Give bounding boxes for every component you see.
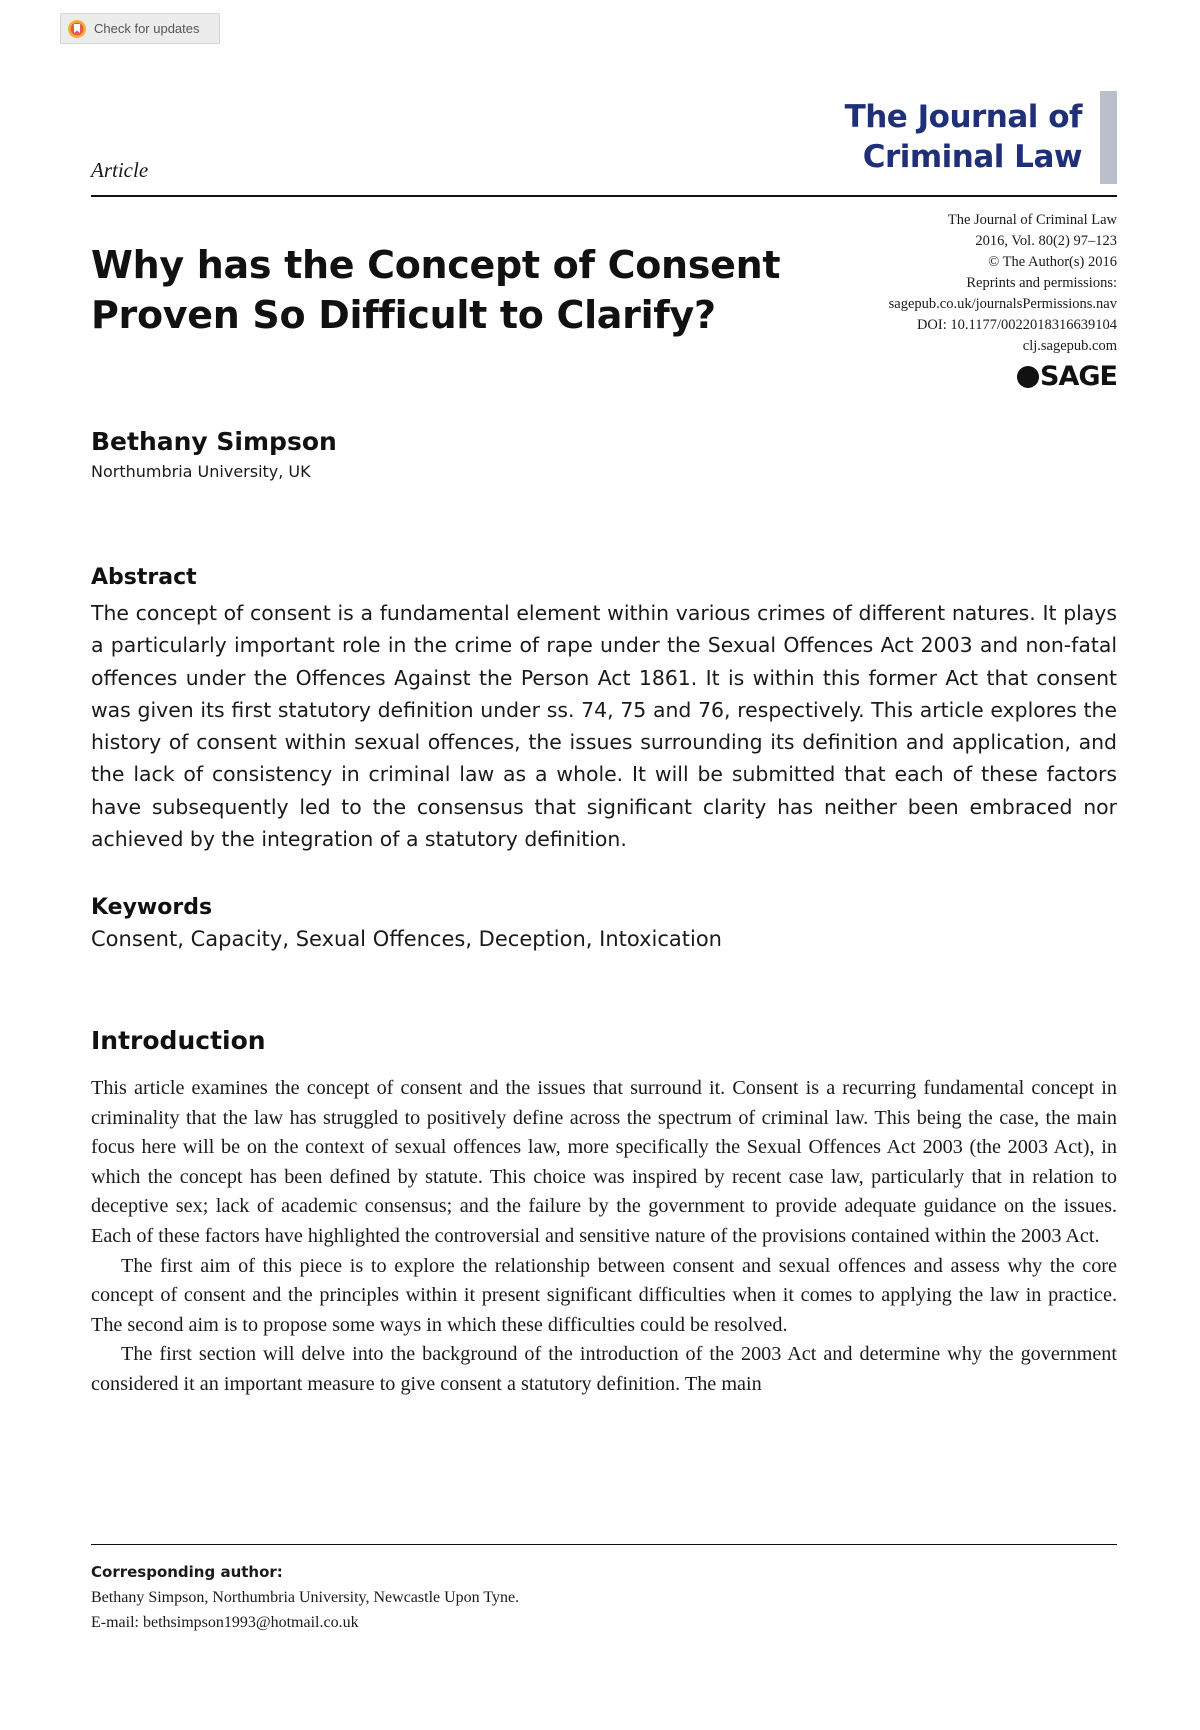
sage-logo-text: SAGE (1040, 361, 1117, 392)
meta-site-link[interactable]: clj.sagepub.com (1022, 338, 1117, 354)
header-rule (91, 195, 1117, 197)
corresponding-author-address: Bethany Simpson, Northumbria University, Newcastle Upon Tyne. (91, 1589, 520, 1606)
journal-logo-bar (1100, 91, 1117, 184)
article-type-label: Article (91, 158, 149, 182)
meta-journal-name: The Journal of Criminal Law (947, 212, 1117, 228)
meta-doi[interactable]: DOI: 10.1177/0022018316639104 (916, 317, 1117, 333)
check-updates-icon (67, 19, 87, 39)
meta-permissions-link[interactable]: sagepub.co.uk/journalsPermissions.nav (888, 296, 1117, 312)
introduction-paragraph: The first section will delve into the background of the introduction of the 2003 Act and determine why the government considered it an important measure to give consent a statutory definition. The main (91, 1343, 1117, 1395)
introduction-heading: Introduction (91, 1026, 266, 1055)
keywords-text: Consent, Capacity, Sexual Offences, Deception, Intoxication (91, 927, 722, 951)
introduction-body (91, 1074, 1117, 1400)
abstract-text: The concept of consent is a fundamental element within various crimes of different natures. It plays a particularly important role in the crime of rape under the Sexual Offences Act 2003 and non-fatal offences under the Offences Against the Person Act 1861. It is within this former Act that consent was given its first statutory definition under ss. 74, 75 and 76, respectively. This article explores the history of consent within sexual offences, the issues surrounding its definition and application, and the lack of consistency in criminal law as a whole. It will be submitted that each of these factors have subsequently led to the consensus that significant clarity has neither been embraced nor achieved by the integration of a statutory definition. (91, 601, 1117, 852)
author-affiliation: Northumbria University, UK (91, 462, 311, 481)
sage-mark-icon (1017, 366, 1039, 388)
footnote-rule (91, 1544, 1117, 1545)
article-title-line-2: Proven So Difficult to Clarify? (91, 293, 716, 337)
introduction-paragraph: This article examines the concept of consent and the issues that surround it. Consent is a recurring fundamental concept in criminality that the law has struggled to positively define across the spectrum of criminal law. This being the case, the main focus here will be on the context of sexual offences law, more specifically the Sexual Offences Act 2003 (the 2003 Act), in which the concept has been defined by statute. This choice was inspired by recent case law, particularly that in relation to deceptive sex; lack of academic consensus; and the failure by the government to provide adequate guidance on the issues. Each of these factors have highlighted the controversial and sensitive nature of the provisions contained within the 2003 Act. (91, 1077, 1117, 1247)
publication-metadata (777, 210, 1117, 393)
check-for-updates-label: Check for updates (94, 21, 200, 36)
check-for-updates-button[interactable] (60, 13, 220, 44)
introduction-paragraph: The first aim of this piece is to explore the relationship between consent and sexual offences and assess why the core concept of consent and the principles within it present significant difficulties when it comes to applying the law in practice. The second aim is to propose some ways in which these difficulties could be resolved. (91, 1254, 1117, 1336)
article-title-line-1: Why has the Concept of Consent (91, 243, 781, 287)
article-title (91, 240, 831, 340)
journal-logo-line-1: The Journal of (844, 99, 1082, 135)
journal-logo (845, 97, 1082, 177)
meta-reprints: Reprints and permissions: (966, 275, 1117, 291)
keywords-heading: Keywords (91, 895, 213, 920)
journal-logo-line-2: Criminal Law (862, 139, 1082, 175)
corresponding-author-note (91, 1560, 1117, 1635)
sage-logo (1017, 361, 1117, 392)
abstract-heading: Abstract (91, 565, 197, 590)
corresponding-author-email[interactable]: E-mail: bethsimpson1993@hotmail.co.uk (91, 1614, 359, 1631)
corresponding-author-heading: Corresponding author: (91, 1563, 283, 1581)
meta-copyright: © The Author(s) 2016 (988, 254, 1117, 270)
meta-volume: 2016, Vol. 80(2) 97–123 (975, 233, 1117, 249)
author-name: Bethany Simpson (91, 427, 337, 456)
